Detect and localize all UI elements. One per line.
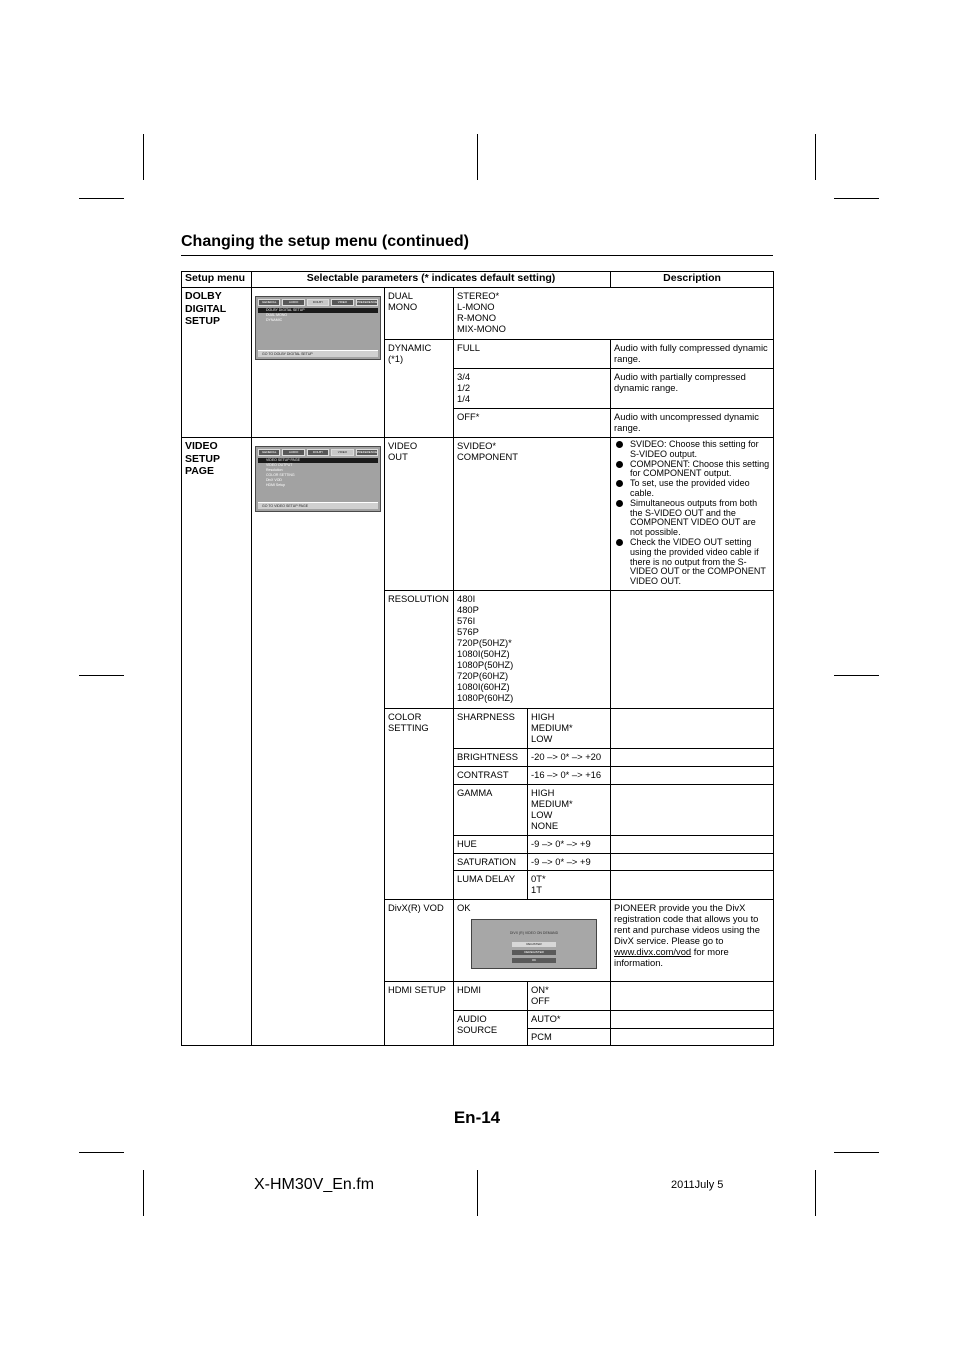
dynamic-off-desc: Audio with uncompressed dynamic range. bbox=[611, 409, 774, 438]
param-hue: HUE bbox=[454, 836, 528, 854]
crop-mark bbox=[79, 675, 124, 676]
header-description: Description bbox=[611, 272, 774, 288]
menu-video-setup-page: VIDEO SETUP PAGE bbox=[182, 438, 252, 1046]
param-dual-mono: DUAL MONO bbox=[385, 288, 454, 340]
table-row bbox=[182, 288, 774, 340]
crop-mark bbox=[477, 1170, 478, 1216]
divx-link[interactable]: www.divx.com/vod bbox=[614, 946, 692, 957]
bullet-icon bbox=[616, 539, 623, 546]
title-rule bbox=[181, 255, 773, 256]
param-divx-vod: DivX(R) VOD bbox=[385, 900, 454, 982]
bullet-icon bbox=[616, 461, 623, 468]
setup-table bbox=[181, 271, 774, 1046]
brightness-desc bbox=[611, 749, 774, 767]
crop-mark bbox=[815, 1170, 816, 1216]
sharpness-desc bbox=[611, 709, 774, 749]
dynamic-partial: 3/4 1/2 1/4 bbox=[454, 369, 611, 409]
audio-source-pcm: PCM bbox=[528, 1029, 611, 1046]
param-audio-source: AUDIO SOURCE bbox=[454, 1011, 528, 1046]
sharpness-values: HIGH MEDIUM* LOW bbox=[528, 709, 611, 749]
param-dynamic: DYNAMIC (*1) bbox=[385, 340, 454, 438]
hue-value: -9 –> 0* –> +9 bbox=[528, 836, 611, 854]
param-contrast: CONTRAST bbox=[454, 767, 528, 785]
page-number: En-14 bbox=[453, 1108, 501, 1127]
dynamic-partial-desc: Audio with partially compressed dynamic range. bbox=[611, 369, 774, 409]
bullet-icon bbox=[616, 441, 623, 448]
list-item: Simultaneous outputs from both the S-VIDEO OUT and the COMPONENT VIDEO OUT are not possible. bbox=[614, 499, 770, 538]
page-title: Changing the setup menu (continued) bbox=[181, 233, 469, 250]
divx-value-cell: OK DIVX (R) VIDEO ON DEMAND REGISTER DEREGISTER OK bbox=[454, 900, 611, 982]
video-out-values: SVIDEO* COMPONENT bbox=[454, 438, 611, 591]
audio-source-auto: AUTO* bbox=[528, 1011, 611, 1029]
file-name: X-HM30V_En.fm bbox=[254, 1176, 375, 1193]
dynamic-off: OFF* bbox=[454, 409, 611, 438]
param-hdmi-setup: HDMI SETUP bbox=[385, 982, 454, 1046]
param-luma-delay: LUMA DELAY bbox=[454, 871, 528, 900]
gamma-values: HIGH MEDIUM* LOW NONE bbox=[528, 785, 611, 836]
bullet-icon bbox=[616, 500, 623, 507]
param-resolution: RESOLUTION bbox=[385, 591, 454, 709]
menu-dolby-digital-setup: DOLBY DIGITAL SETUP bbox=[182, 288, 252, 438]
crop-mark bbox=[834, 198, 879, 199]
contrast-value: -16 –> 0* –> +16 bbox=[528, 767, 611, 785]
audio-source-auto-desc bbox=[611, 1011, 774, 1029]
dolby-screenshot-cell bbox=[252, 288, 385, 438]
hdmi-desc bbox=[611, 982, 774, 1011]
header-setup-menu: Setup menu bbox=[182, 272, 252, 288]
crop-mark bbox=[79, 198, 124, 199]
crop-mark bbox=[834, 675, 879, 676]
list-item: Check the VIDEO OUT setting using the provided video cable if there is no output from the S-VIDEO OUT or the COMPONENT VIDEO OUT. bbox=[614, 538, 770, 587]
param-color-setting: COLOR SETTING bbox=[385, 709, 454, 900]
dolby-setup-screenshot: GENERAL AUDIO DOLBY VIDEO PREFERENCE DOLBY DIGITAL SETUP DUAL MONO DYNAMIC GO TO DOLBY DIGITAL SETUP bbox=[255, 296, 381, 360]
brightness-value: -20 –> 0* –> +20 bbox=[528, 749, 611, 767]
video-out-desc bbox=[611, 438, 774, 591]
crop-mark bbox=[834, 1152, 879, 1153]
table-row bbox=[182, 438, 774, 591]
bullet-icon bbox=[616, 480, 623, 487]
crop-mark bbox=[815, 134, 816, 180]
crop-mark bbox=[477, 134, 478, 180]
table-header-row bbox=[182, 272, 774, 288]
saturation-desc bbox=[611, 854, 774, 871]
luma-delay-desc bbox=[611, 871, 774, 900]
resolution-values: 480I 480P 576I 576P 720P(50HZ)* 1080I(50HZ) 1080P(50HZ) 720P(60HZ) 1080I(60HZ) 1080P(60HZ) bbox=[454, 591, 611, 709]
dynamic-full: FULL bbox=[454, 340, 611, 369]
crop-mark bbox=[143, 134, 144, 180]
param-gamma: GAMMA bbox=[454, 785, 528, 836]
list-item: To set, use the provided video cable. bbox=[614, 479, 770, 499]
list-item: SVIDEO: Choose this setting for S-VIDEO output. bbox=[614, 440, 770, 460]
param-video-out: VIDEO OUT bbox=[385, 438, 454, 591]
crop-mark bbox=[79, 1152, 124, 1153]
divx-desc: PIONEER provide you the DivX registration code that allows you to rent and purchase videos using the DivX service. Please go to www.divx.com/vod for more information. bbox=[611, 900, 774, 982]
param-sharpness: SHARPNESS bbox=[454, 709, 528, 749]
list-item: COMPONENT: Choose this setting for COMPONENT output. bbox=[614, 460, 770, 480]
dynamic-full-desc: Audio with fully compressed dynamic range. bbox=[611, 340, 774, 369]
dual-mono-values: STEREO* L-MONO R-MONO MIX-MONO bbox=[454, 288, 774, 340]
luma-delay-values: 0T* 1T bbox=[528, 871, 611, 900]
param-brightness: BRIGHTNESS bbox=[454, 749, 528, 767]
print-date: 2011July 5 bbox=[671, 1179, 724, 1191]
video-setup-screenshot: GENERAL AUDIO DOLBY VIDEO PREFERENCE VIDEO SETUP PAGE VIDEO OUTPUT Resolution COLOR SETTING DivX VOD HDMI Setup GO TO VIDEO SETUP PAGE bbox=[255, 446, 381, 512]
video-screenshot-cell bbox=[252, 438, 385, 1046]
gamma-desc bbox=[611, 785, 774, 836]
param-saturation: SATURATION bbox=[454, 854, 528, 871]
audio-source-pcm-desc bbox=[611, 1029, 774, 1046]
crop-mark bbox=[143, 1170, 144, 1216]
hue-desc bbox=[611, 836, 774, 854]
param-hdmi: HDMI bbox=[454, 982, 528, 1011]
saturation-value: -9 –> 0* –> +9 bbox=[528, 854, 611, 871]
contrast-desc bbox=[611, 767, 774, 785]
divx-vod-screenshot: DIVX (R) VIDEO ON DEMAND REGISTER DEREGISTER OK bbox=[471, 919, 597, 969]
hdmi-values: ON* OFF bbox=[528, 982, 611, 1011]
resolution-desc bbox=[611, 591, 774, 709]
header-parameters: Selectable parameters (* indicates default setting) bbox=[252, 272, 611, 288]
